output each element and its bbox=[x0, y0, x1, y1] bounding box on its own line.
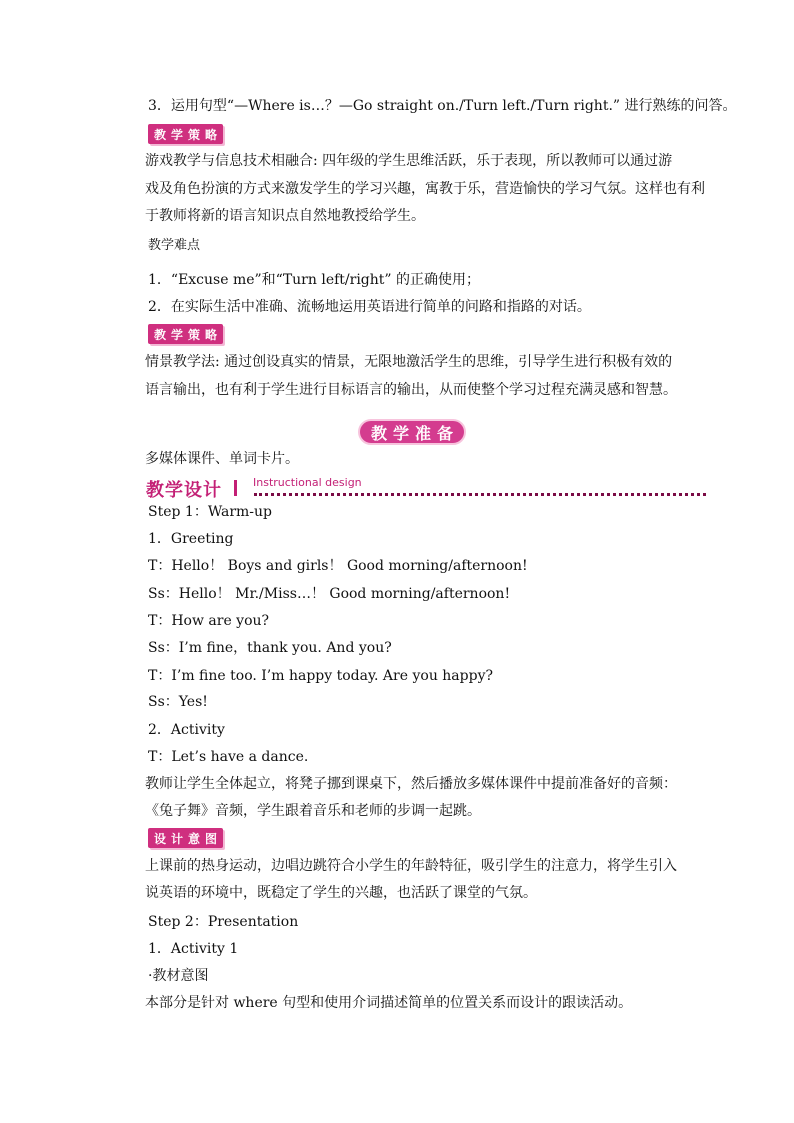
heading-divider bbox=[234, 480, 237, 496]
tag-char: 意 bbox=[188, 831, 201, 846]
instructional-design-heading: 教学设计 bbox=[146, 480, 222, 501]
paragraph-line: 戏及角色扮演的方式来激发学生的学习兴趣，寓教于乐，营造愉快的学习气氛。这样也有利 bbox=[145, 181, 705, 197]
dialogue-line: Ss：I’m fine，thank you. And you? bbox=[148, 640, 392, 656]
paragraph-line: 教师让学生全体起立，将凳子挪到课桌下，然后播放多媒体课件中提前准备好的音频： bbox=[145, 776, 677, 792]
tag-char: 学 bbox=[171, 327, 184, 342]
section-label: 教学难点 bbox=[148, 238, 201, 253]
tag-char: 教 bbox=[154, 327, 167, 342]
sub-heading: ·教材意图 bbox=[148, 968, 209, 984]
step-heading: Step 2：Presentation bbox=[148, 914, 299, 930]
teaching-strategy-tag bbox=[148, 124, 223, 144]
tag-char: 策 bbox=[188, 327, 201, 342]
paragraph-line: 说英语的环境中，既稳定了学生的兴趣，也活跃了课堂的气氛。 bbox=[145, 885, 537, 901]
teaching-strategy-tag bbox=[148, 324, 223, 344]
dialogue-line: T：How are you? bbox=[148, 613, 270, 629]
teaching-preparation-badge: 教学准备 bbox=[358, 419, 466, 445]
tag-char: 策 bbox=[188, 127, 201, 142]
paragraph-line: 游戏教学与信息技术相融合: 四年级的学生思维活跃，乐于表现，所以教师可以通过游 bbox=[145, 153, 673, 169]
step-heading: Step 1：Warm-up bbox=[148, 504, 273, 520]
dialogue-line: Ss：Hello！ Mr./Miss…！ Good morning/afternoon! bbox=[148, 586, 511, 602]
paragraph-line: 《兔子舞》音频，学生跟着音乐和老师的步调一起跳。 bbox=[145, 803, 481, 819]
paragraph-line: 上课前的热身运动，边唱边跳符合小学生的年龄特征，吸引学生的注意力，将学生引入 bbox=[145, 858, 677, 874]
tag-char: 计 bbox=[171, 831, 184, 846]
paragraph-line: 3．运用句型“—Where is…？—Go straight on./Turn left./Turn right.” 进行熟练的问答。 bbox=[148, 98, 737, 114]
list-item: 1．Greeting bbox=[148, 531, 234, 547]
tag-char: 设 bbox=[154, 831, 167, 846]
tag-char: 学 bbox=[171, 127, 184, 142]
list-item: 1．“Excuse me”和“Turn left/right” 的正确使用； bbox=[148, 272, 481, 288]
paragraph-line: 语言输出，也有利于学生进行目标语言的输出，从而使整个学习过程充满灵感和智慧。 bbox=[145, 382, 677, 398]
design-intention-tag bbox=[148, 828, 223, 848]
paragraph-line: 情景教学法: 通过创设真实的情景，无限地激活学生的思维，引导学生进行积极有效的 bbox=[145, 354, 673, 370]
list-item: 2．在实际生活中准确、流畅地运用英语进行简单的问路和指路的对话。 bbox=[148, 299, 591, 315]
dialogue-line: T：I’m fine too. I’m happy today. Are you happy? bbox=[148, 668, 493, 684]
paragraph-line: 多媒体课件、单词卡片。 bbox=[145, 451, 299, 467]
tag-char: 图 bbox=[205, 831, 218, 846]
paragraph-line: 本部分是针对 where 句型和使用介词描述简单的位置关系而设计的跟读活动。 bbox=[145, 995, 633, 1011]
instructional-design-subtitle: Instructional design bbox=[253, 476, 362, 489]
list-item: 2．Activity bbox=[148, 722, 225, 738]
tag-char: 略 bbox=[205, 127, 218, 142]
paragraph-line: 于教师将新的语言知识点自然地教授给学生。 bbox=[145, 208, 425, 224]
tag-char: 教 bbox=[154, 127, 167, 142]
tag-char: 略 bbox=[205, 327, 218, 342]
dotted-rule bbox=[254, 493, 706, 496]
list-item: 1．Activity 1 bbox=[148, 941, 239, 957]
dialogue-line: T：Let’s have a dance. bbox=[148, 749, 309, 765]
dialogue-line: Ss：Yes! bbox=[148, 694, 208, 710]
dialogue-line: T：Hello！ Boys and girls！ Good morning/afternoon! bbox=[148, 558, 528, 574]
